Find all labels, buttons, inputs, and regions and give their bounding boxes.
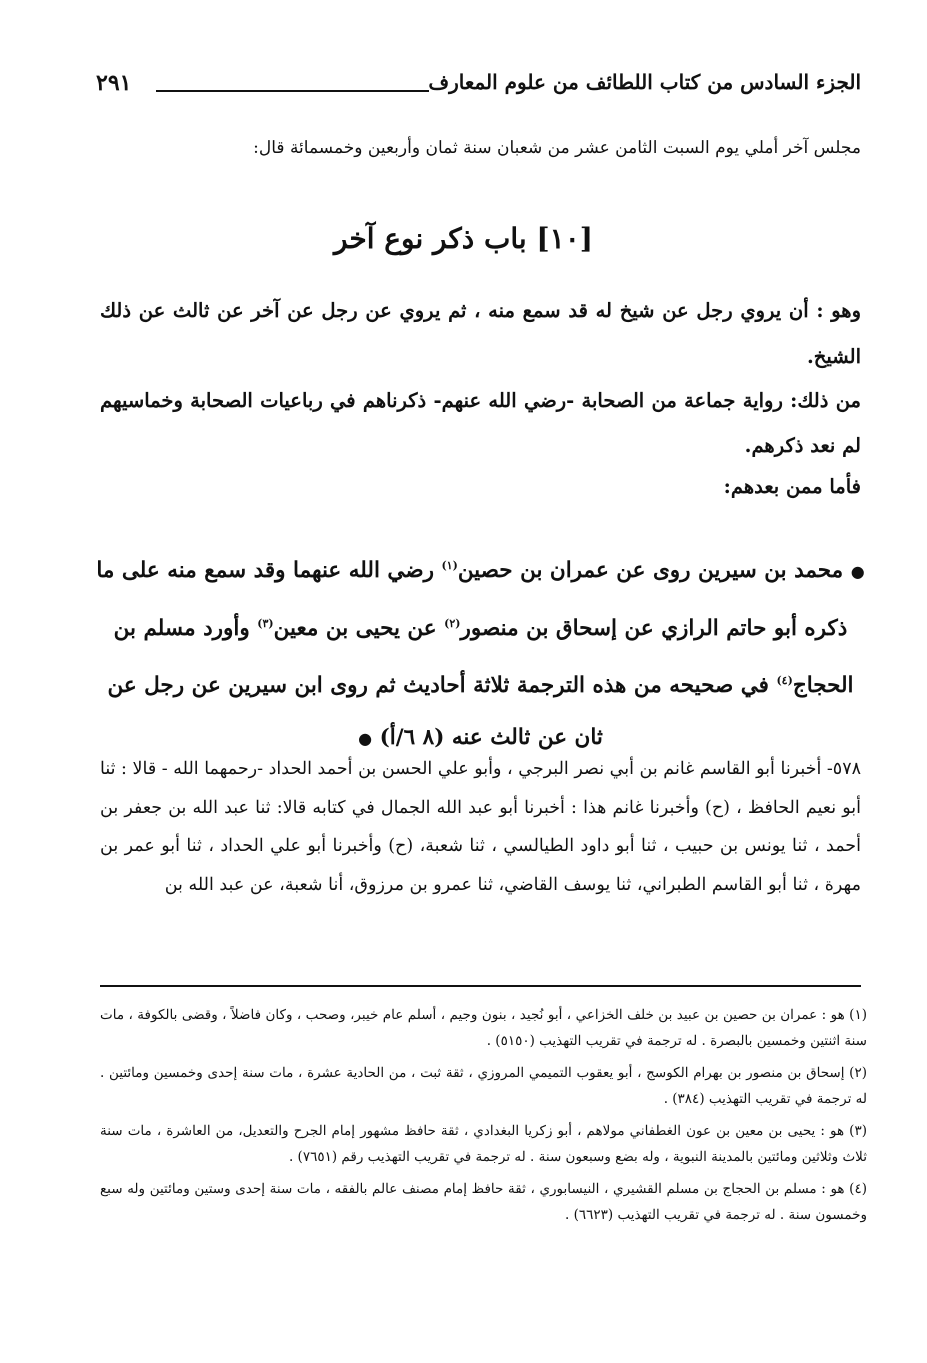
footnote-4: (٤) هو : مسلم بن الحجاج بن مسلم القشيري ، النيسابوري ، ثقة حافظ إمام مصنف عالم بالفقه ، مات سنة إحدى وستين ومائتين وله سبع وخمسون سنة . له ترجمة في تقريب التهذيب (٦٦٢٣) . [100,1181,867,1223]
footnotes [100,1002,867,1234]
highlighted-paragraph [96,540,865,765]
chapter-title: [١٠] باب ذكر نوع آخر [333,222,593,255]
highlight-text-1: محمد بن سيرين روى عن عمران بن حصين [457,558,844,584]
highlight-text-5: في صحيحه من هذه الترجمة ثلاثة أحاديث ثم روى ابن سيرين عن رجل عن ثان عن ثالث عنه (٨ ٦/أ) [107,673,777,751]
end-bullet-icon: ● [358,729,373,749]
session-note: مجلس آخر أملي يوم السبت الثامن عشر من شعبان سنة ثمان وأربعين وخمسمائة قال: [253,138,861,158]
examples-intro: من ذلك: رواية جماعة من الصحابة -رضي الله عنهم- ذكرناهم في رباعيات الصحابة وخماسيهم لم نعد ذكرهم. [100,389,861,457]
highlight-text-4: وأورد مسلم بن الحجاج [113,616,854,699]
bullet-icon: ● [850,562,865,582]
footnote-ref-2: (٢) [444,617,461,631]
highlight-text-2: رضي الله عنهما وقد سمع منه على ما ذكره أبو حاتم الرازي عن إسحاق بن منصور [96,558,848,642]
after-them-label: فأما ممن بعدهم: [723,475,861,498]
footnote-1: (١) هو : عمران بن حصين بن عبيد بن خلف الخزاعي ، أبو نُجيد ، بنون وجيم ، أسلم عام خيبر، وصحب ، وكان فاضلاً ، وقضى بالكوفة ، مات سنة اثنتين وخمسين بالبصرة . له ترجمة في تقريب التهذيب (٥١٥٠) . [100,1007,867,1049]
footnote-ref-3: (٣) [257,617,274,631]
footnote-ref-1: (١) [441,559,458,572]
footnote-ref-4: (٤) [776,674,793,688]
header-rule [156,90,429,92]
footnote-separator [100,985,861,987]
footnote-2: (٢) إسحاق بن منصور بن بهرام الكوسج ، أبو يعقوب التميمي المروزي ، ثقة ثبت ، من الحادية عشرة ، مات سنة إحدى وخمسين ومائتين . له ترجمة في تقريب التهذيب (٣٨٤) . [100,1065,867,1107]
highlight-text-3: عن يحيى بن معين [273,616,445,642]
chapter-definition: وهو : أن يروي رجل عن شيخ له قد سمع منه ، ثم يروي عن رجل عن آخر عن ثالث عن ذلك الشيخ. [100,299,861,368]
running-title: الجزء السادس من كتاب اللطائف من علوم المعارف [428,70,861,94]
hadith-578: ٥٧٨- أخبرنا أبو القاسم غانم بن أبي نصر البرجي ، وأبو علي الحسن بن أحمد الحداد -رحمهما الله - قالا : ثنا أبو نعيم الحافظ ، (ح) وأخبرنا غانم هذا : أخبرنا أبو عبد الله الجمال في كتابه قالا: ثنا عبد الله بن جعفر بن أحمد ، ثنا يونس بن حبيب ، ثنا أبو داود الطيالسي ، ثنا شعبة، (ح) وأخبرنا أبو علي الحداد ، ثنا أبو عمر بن مهرة ، ثنا أبو القاسم الطبراني، ثنا يوسف القاضي، ثنا عمرو بن مرزوق، أنا شعبة، عن عبد الله بن [100,759,861,895]
footnote-3: (٣) هو : يحيى بن معين بن عون الغطفاني مولاهم ، أبو زكريا البغدادي ، ثقة حافظ مشهور إمام الجرح والتعديل، من العاشرة ، مات سنة ثلاث وثلاثين ومائتين بالمدينة النبوية ، وله بضع وسبعون سنة . له ترجمة في تقريب التهذيب رقم (٧٦٥١) . [100,1123,867,1165]
page-header [96,70,861,104]
page-number: ٢٩١ [96,70,132,96]
